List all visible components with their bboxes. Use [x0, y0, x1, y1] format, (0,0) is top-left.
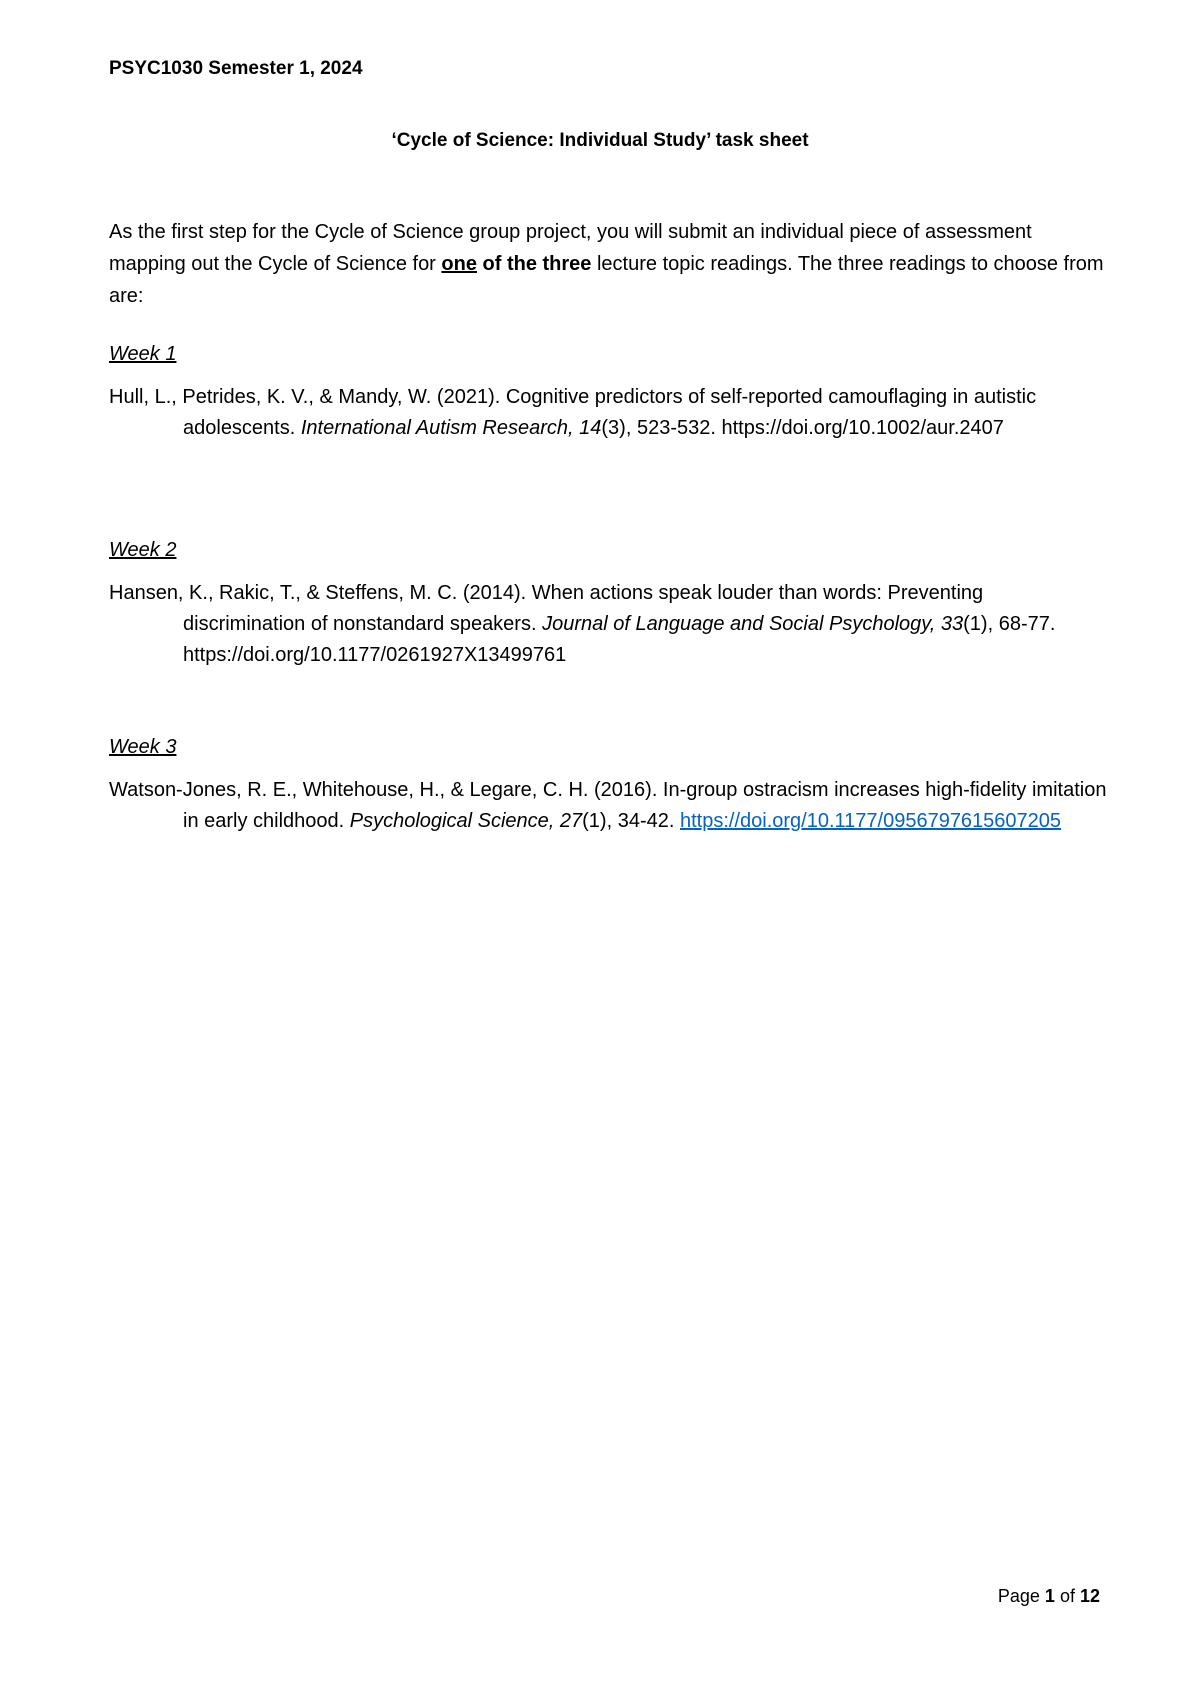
- week-2-label: Week 2: [109, 539, 177, 561]
- week-1-section: [109, 340, 1109, 444]
- page-number: [998, 1586, 1100, 1607]
- course-header: PSYC1030 Semester 1, 2024: [109, 58, 363, 79]
- total-pages: 12: [1079, 1586, 1100, 1606]
- intro-text-2: lecture topic readings. The three readings to choose from are:: [109, 253, 1104, 307]
- intro-emphasis-one: one: [441, 253, 477, 275]
- week-1-label: Week 1: [109, 343, 177, 365]
- intro-paragraph: [109, 216, 1109, 312]
- week-2-section: [109, 536, 1109, 671]
- citation-doi[interactable]: https://doi.org/10.1002/aur.2407: [721, 417, 1004, 439]
- week-3-section: [109, 733, 1109, 837]
- citation-journal: International Autism Research, 14: [300, 417, 602, 439]
- of-word: of: [1059, 1586, 1075, 1606]
- citation-doi-link[interactable]: https://doi.org/10.1177/0956797615607205: [679, 810, 1062, 832]
- citation-issue: (1), 68-77.: [963, 613, 1056, 635]
- citation-doi[interactable]: https://doi.org/10.1177/0261927X13499761: [183, 644, 567, 666]
- intro-text-1: As the first step for the Cycle of Science group project, you will submit an individual piece of assessment mapping out the Cycle of Science for: [109, 221, 1032, 275]
- page-word: Page: [997, 1586, 1040, 1606]
- citation-authors: Hull, L., Petrides, K. V., & Mandy, W. (2021). Cognitive predictors of self-reported camouflaging in autistic adolescents.: [109, 386, 1037, 439]
- citation-issue: (3), 523-532.: [601, 417, 716, 439]
- citation-authors: Hansen, K., Rakic, T., & Steffens, M. C. (2014). When actions speak louder than words: Preventing discrimination of nonstandard speakers.: [109, 582, 984, 635]
- citation-journal: Journal of Language and Social Psychology, 33: [542, 613, 964, 635]
- intro-emphasis-three: of the three: [476, 253, 592, 275]
- week-1-citation: [109, 382, 1109, 444]
- week-3-citation: [109, 775, 1109, 837]
- week-2-citation: [109, 578, 1109, 671]
- citation-issue: (1), 34-42.: [582, 810, 675, 832]
- week-3-label: Week 3: [109, 736, 177, 758]
- citation-authors: Watson-Jones, R. E., Whitehouse, H., & Legare, C. H. (2016). In-group ostracism increases high-fidelity imitation in early childhood.: [109, 779, 1107, 832]
- current-page: 1: [1044, 1586, 1055, 1606]
- page-title: ‘Cycle of Science: Individual Study’ task sheet: [391, 130, 809, 151]
- citation-journal: Psychological Science, 27: [349, 810, 583, 832]
